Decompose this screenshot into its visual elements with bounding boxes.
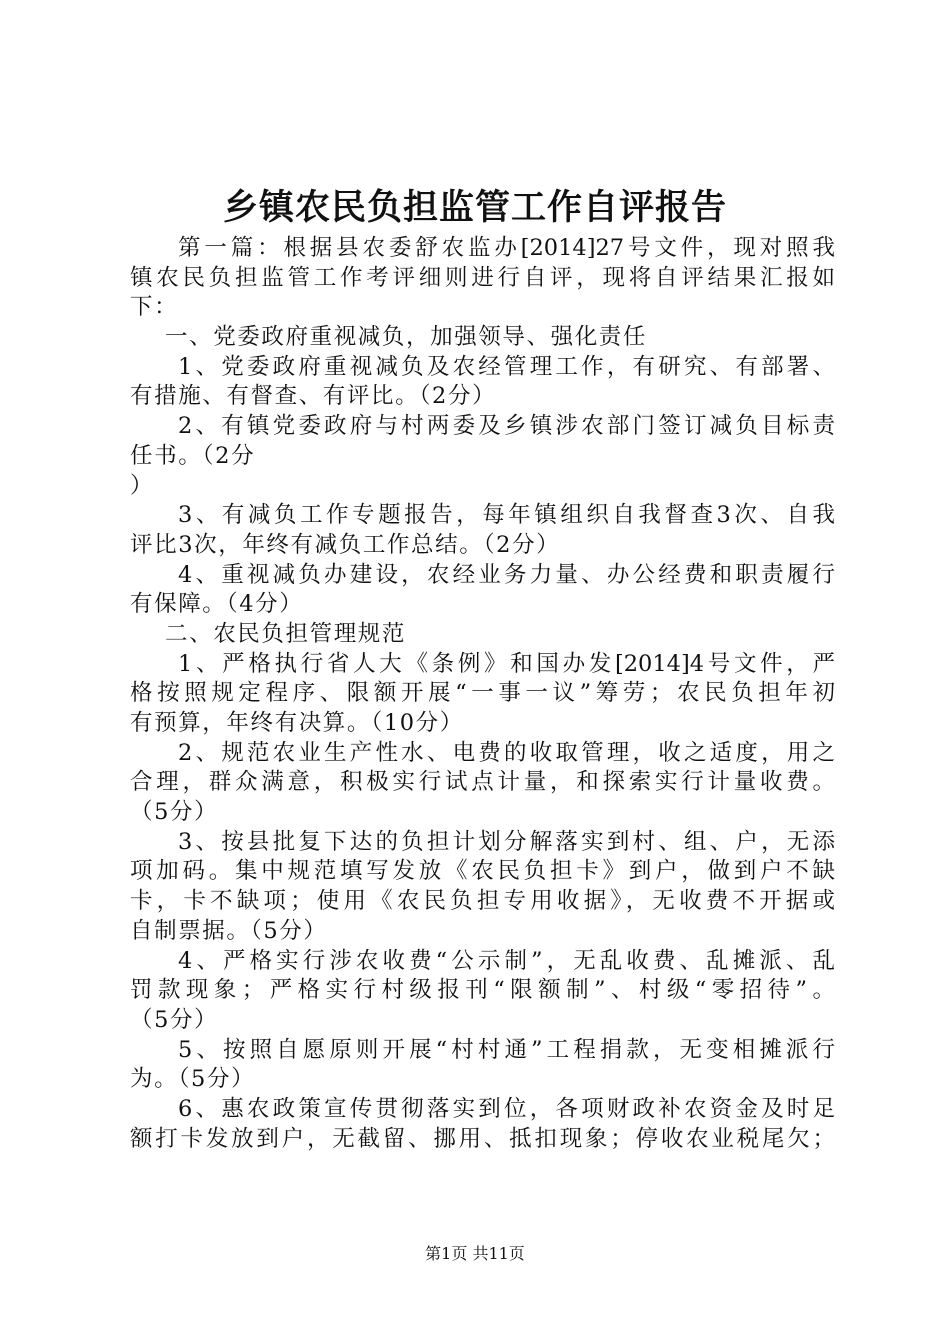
paragraph-line: 项加码。集中规范填写发放《农民负担卡》到户，做到户不缺 xyxy=(130,858,835,885)
paragraph-line: 有预算，年终有决算。（10分） xyxy=(130,710,464,736)
paragraph-line: 6、惠农政策宣传贯彻落实到位，各项财政补农资金及时足 xyxy=(178,1095,835,1122)
page-footer: 第1页 共11页 xyxy=(425,1244,525,1263)
paragraph-line: 合理，群众满意，积极实行试点计量，和探索实行计量收费。 xyxy=(130,769,835,796)
paragraph-line: 4、严格实行涉农收费“公示制”，无乱收费、乱摊派、乱 xyxy=(178,947,835,974)
paragraph-line: 任书。（2分 xyxy=(130,442,256,469)
paragraph-line: 有措施、有督查、有评比。（2分） xyxy=(130,383,497,410)
paragraph-line: 1、严格执行省人大《条例》和国办发[2014]4号文件，严 xyxy=(178,650,835,677)
paragraph-line: 下： xyxy=(130,294,179,321)
paragraph-line: 4、重视减负办建设，农经业务力量、办公经费和职责履行 xyxy=(178,561,835,588)
paragraph-line: 镇农民负担监管工作考评细则进行自评，现将自评结果汇报如 xyxy=(130,264,835,291)
paragraph-line: 卡，卡不缺项；使用《农民负担专用收据》，无收费不开据或 xyxy=(130,888,835,915)
paragraph-line: 评比3次，年终有减负工作总结。（2分） xyxy=(130,531,561,558)
document-title: 乡镇农民负担监管工作自评报告 xyxy=(222,187,727,228)
document-body xyxy=(130,234,835,1154)
paragraph-line: 有保障。（4分） xyxy=(130,591,304,618)
paragraph-line: 罚款现象；严格实行村级报刊“限额制”、村级“零招待”。 xyxy=(130,977,835,1004)
paragraph-line: （5分） xyxy=(130,799,219,826)
paragraph-line: 1、党委政府重视减负及农经管理工作，有研究、有部署、 xyxy=(178,353,835,380)
paragraph-line: ） xyxy=(130,472,155,499)
paragraph-line: 二、农民负担管理规范 xyxy=(130,620,407,647)
paragraph-line: 格按照规定程序、限额开展“一事一议”筹劳；农民负担年初 xyxy=(130,680,835,707)
paragraph-line: 3、按县批复下达的负担计划分解落实到村、组、户，无添 xyxy=(178,828,835,855)
paragraph-line: 第一篇：根据县农委舒农监办[2014]27号文件，现对照我 xyxy=(178,235,835,261)
paragraph-line: （5分） xyxy=(130,1006,219,1033)
paragraph-line: 自制票据。（5分） xyxy=(130,917,328,944)
paragraph-line: 2、有镇党委政府与村两委及乡镇涉农部门签订减负目标责 xyxy=(178,413,835,440)
paragraph-line: 5、按照自愿原则开展“村村通”工程捐款，无变相摊派行 xyxy=(178,1036,835,1063)
paragraph-line: 2、规范农业生产性水、电费的收取管理，收之适度，用之 xyxy=(178,739,835,766)
paragraph-line: 额打卡发放到户，无截留、挪用、抵扣现象；停收农业税尾欠； xyxy=(130,1125,835,1152)
paragraph-line: 3、有减负工作专题报告，每年镇组织自我督查3次、自我 xyxy=(178,502,835,529)
paragraph-line: 一、党委政府重视减负，加强领导、强化责任 xyxy=(130,324,648,351)
paragraph-line: 为。（5分） xyxy=(130,1066,256,1093)
